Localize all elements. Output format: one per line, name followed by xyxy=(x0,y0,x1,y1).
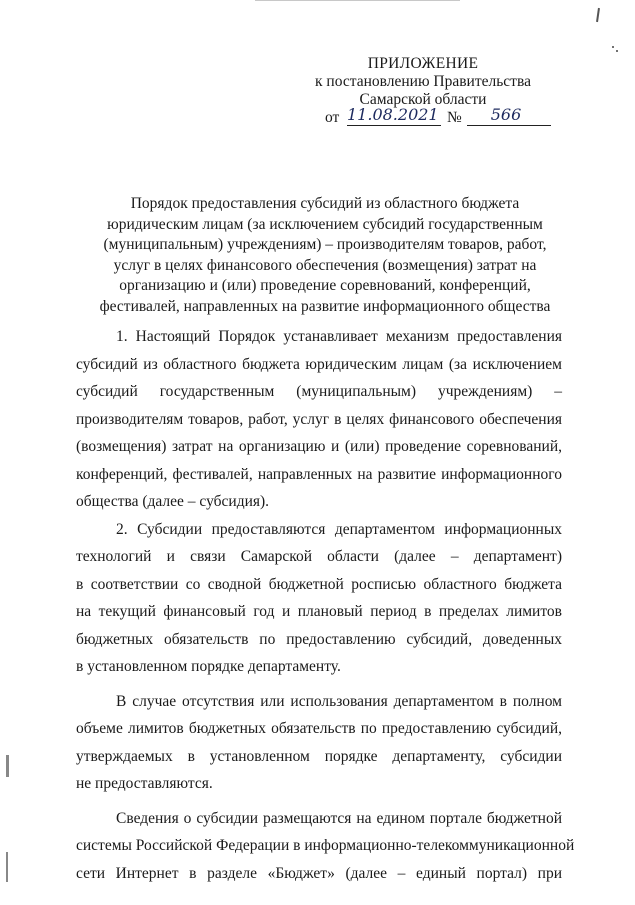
appendix-decree-line: к постановлению Правительства xyxy=(315,73,531,90)
text-line: в соответствии со сводной бюджетной росписью областного бюджета xyxy=(76,575,562,593)
margin-mark xyxy=(6,852,8,882)
decree-number: 566 xyxy=(490,105,522,124)
text-line: субсидий из областного бюджета юридическим лицам (за исключением xyxy=(76,355,562,373)
title-line: (муниципальным) учреждениям) – производителям товаров, работ, xyxy=(103,236,547,253)
date-underline xyxy=(347,125,441,126)
text-line: бюджетных обязательств по предоставлению субсидий, доведенных xyxy=(76,630,562,648)
margin-mark xyxy=(6,755,9,777)
text-line: (возмещения) затрат на организацию и (или) проведение соревнований, xyxy=(76,438,562,455)
title-line: фестивалей, направленных на развитие информационного общества xyxy=(99,297,551,315)
text-line: не предоставляются. xyxy=(76,775,213,792)
decree-date: 11.08.2021 xyxy=(347,105,439,124)
text-line: 1. Настоящий Порядок устанавливает механизм предоставления xyxy=(116,328,562,345)
appendix-region-line: Самарской области xyxy=(359,91,487,108)
paragraph-3 xyxy=(76,688,562,798)
text-line: конференций, фестивалей, направленных на развитие информационного xyxy=(76,465,562,483)
text-line: производителям товаров, работ, услуг в целях финансового обеспечения xyxy=(76,410,562,428)
appendix-header xyxy=(293,55,553,129)
title-line: юридическим лицам (за исключением субсидий государственным xyxy=(107,215,543,233)
text-line: технологий и связи Самарской области (далее – департамент) xyxy=(76,548,562,565)
title-line: организацию и (или) проведение соревнований, конференций, xyxy=(119,277,531,294)
text-line: сети Интернет в разделе «Бюджет» (далее – единый портал) при xyxy=(76,864,562,882)
scan-top-edge xyxy=(255,0,460,1)
paragraph-2 xyxy=(76,516,562,681)
scan-speck xyxy=(616,50,618,52)
text-line: общества (далее – субсидия). xyxy=(76,493,270,510)
text-line: субсидий государственным (муниципальным) учреждениям) – xyxy=(76,383,562,400)
text-line: объеме лимитов бюджетных обязательств по предоставлению субсидий, xyxy=(76,720,562,737)
date-prefix: от xyxy=(325,109,340,126)
text-line: В случае отсутствия или использования департаментом в полном xyxy=(116,692,562,710)
document-body xyxy=(76,323,575,887)
number-sign: № xyxy=(447,109,462,126)
text-line: системы Российской Федерации в информационно-телекоммуникационной xyxy=(76,837,575,854)
paragraph-4 xyxy=(76,805,575,888)
appendix-date-number-line xyxy=(293,105,553,129)
text-line: на текущий финансовый год и плановый период в пределах лимитов xyxy=(76,603,562,620)
title-line: услуг в целях финансового обеспечения (возмещения) затрат на xyxy=(113,256,537,274)
scan-mark xyxy=(596,8,600,22)
text-line: 2. Субсидии предоставляются департаментом информационных xyxy=(116,520,562,538)
scan-speck xyxy=(612,46,614,48)
text-line: в установленном порядке департаменту. xyxy=(76,658,341,675)
paragraph-1 xyxy=(76,323,562,516)
number-underline xyxy=(467,125,551,126)
title-line: Порядок предоставления субсидий из областного бюджета xyxy=(130,195,520,212)
document-title xyxy=(90,194,560,317)
text-line: Сведения о субсидии размещаются на едином портале бюджетной xyxy=(116,809,562,827)
appendix-heading: ПРИЛОЖЕНИЕ xyxy=(367,55,479,72)
text-line: утверждаемых в установленном порядке департаменту, субсидии xyxy=(76,747,562,765)
